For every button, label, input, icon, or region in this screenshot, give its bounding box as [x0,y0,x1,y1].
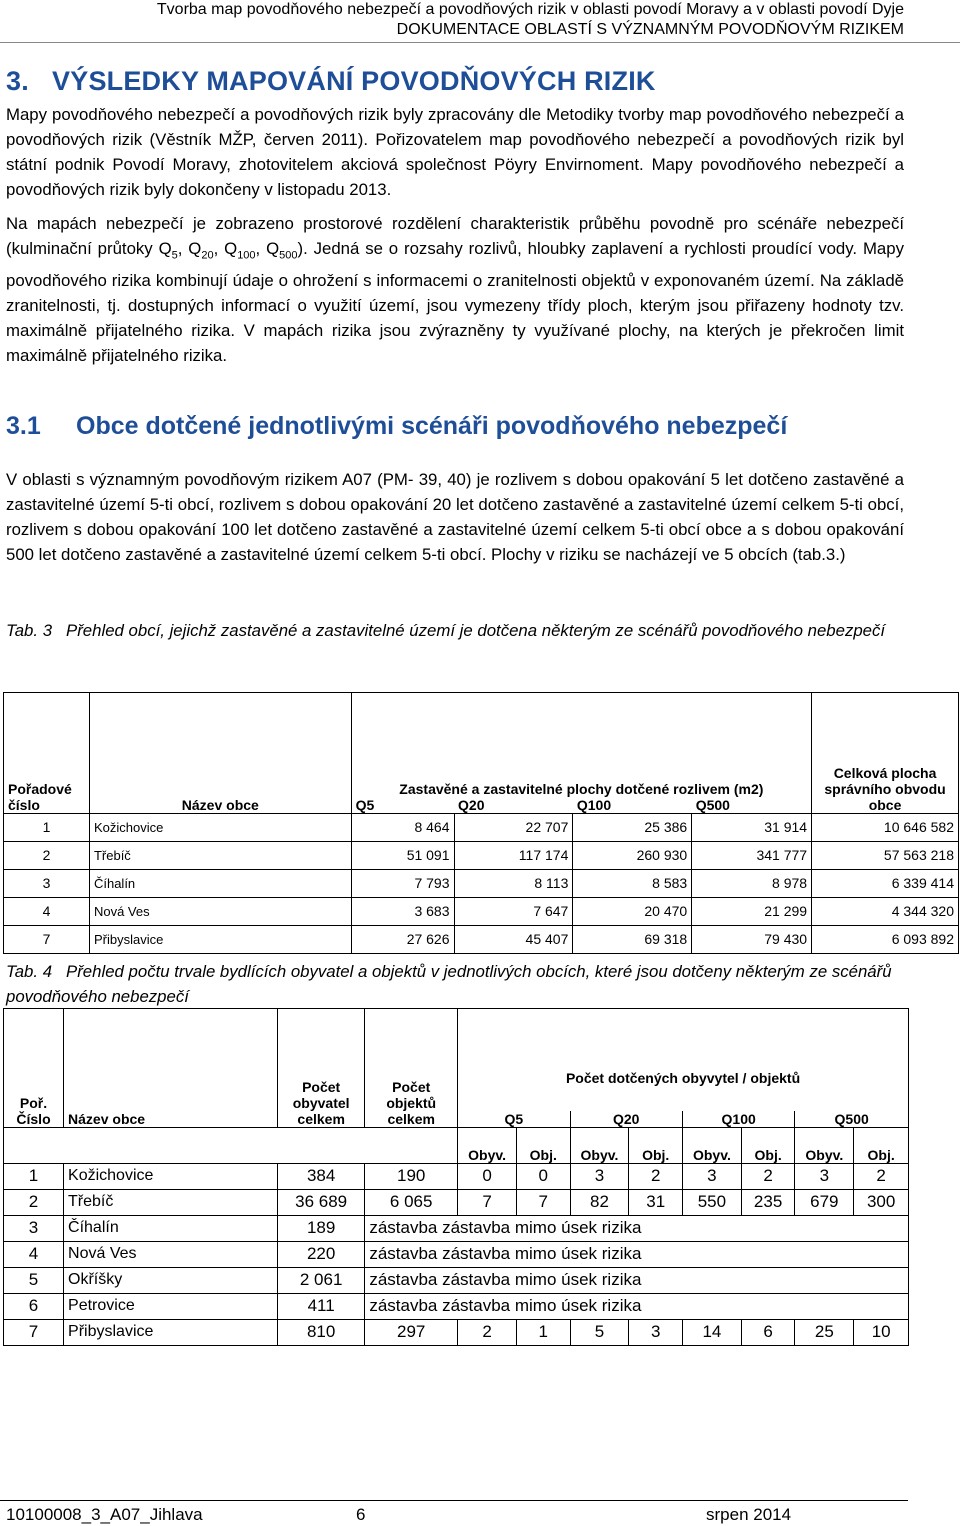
t4-header-objects: Počet objektů celkem [365,1009,458,1128]
t4-cell-note: zástavba zástavba mimo úsek rizika [365,1293,909,1319]
t4-cell-value: 7 [517,1189,570,1215]
t4-cell-value: 0 [517,1163,570,1189]
t3-cell-value: 341 777 [692,841,812,869]
t4-cell-order: 6 [4,1293,64,1319]
t3-cell-value: 6 093 892 [812,925,959,953]
t3-cell-order: 3 [4,869,90,897]
header-document-type: DOKUMENTACE OBLASTÍ S VÝZNAMNÝM POVODŇOVÝM RIZIKEM [396,21,904,38]
t3-cell-value: 7 647 [454,897,573,925]
t4-cell-value: 3 [629,1319,682,1345]
t4-cell-name: Číhalín [64,1215,278,1241]
t4-cell-name: Petrovice [64,1293,278,1319]
t3-header-group: Zastavěné a zastavitelné plochy dotčené rozlivem (m2) [351,693,811,797]
t4-cell-value: 14 [682,1319,741,1345]
t3-cell-name: Přibyslavice [89,925,351,953]
t4-cell-value: 190 [365,1163,458,1189]
t4-cell-note: zástavba zástavba mimo úsek rizika [365,1215,909,1241]
t3-cell-value: 8 464 [351,813,454,841]
table-row [4,1267,909,1293]
table4 [3,1008,909,1346]
t4-cell-population: 220 [277,1241,364,1267]
t4-cell-value: 2 [458,1319,517,1345]
t4-cell-value: 550 [682,1189,741,1215]
t4-cell-value: 810 [277,1319,364,1345]
t4-cell-note: zástavba zástavba mimo úsek rizika [365,1267,909,1293]
t4-cell-note: zástavba zástavba mimo úsek rizika [365,1241,909,1267]
t3-cell-name: Kožichovice [89,813,351,841]
t4-cell-population: 189 [277,1215,364,1241]
t3-cell-value: 10 646 582 [812,813,959,841]
t4-cell-value: 384 [277,1163,364,1189]
t4-cell-order: 4 [4,1241,64,1267]
t3-cell-value: 25 386 [573,813,692,841]
table-row [4,1215,909,1241]
t3-header-q100: Q100 [573,797,692,814]
t3-cell-value: 117 174 [454,841,573,869]
section-paragraph-2: Na mapách nebezpečí je zobrazeno prostorové rozdělení charakteristik průběhu povodně pro scénáře nebezpečí (kulminační průtoky $Q_5$, $Q_{20}$, $Q_{100}$, $Q_{500}$). Jedná se o rozsahy rozlivů, hloubky zaplavení a rychlosti proudící vody. Mapy povodňového rizika kombinují údaje o ohrožení s informacemi o zranitelnosti objektů v exponovaném území. Na základě zranitelnosti, tj. dostupných informací o využití území, jsou vymezeny třídy ploch, kterým jsou přiřazeny hodnoty tzv. maximálně přijatelného rizika. V mapách rizika jsou zvýrazněny ty využívané plochy, na kterých je překročen limit maximálně přijatelného rizika. [6,214,904,366]
table-row [4,1319,909,1345]
t4-cell-order: 3 [4,1215,64,1241]
t3-header-name: Název obce [89,693,351,814]
t3-cell-value: 45 407 [454,925,573,953]
t3-cell-value: 8 978 [692,869,812,897]
t4-cell-name: Nová Ves [64,1241,278,1267]
t3-cell-value: 31 914 [692,813,812,841]
t4-cell-value: 25 [795,1319,854,1345]
t4-cell-name: Přibyslavice [64,1319,278,1345]
table3 [3,692,959,954]
t4-cell-value: 300 [854,1189,909,1215]
t3-header-q5: Q5 [351,797,454,814]
t3-cell-value: 27 626 [351,925,454,953]
t4-cell-value: 6 065 [365,1189,458,1215]
table-row [4,925,959,953]
t3-cell-value: 8 583 [573,869,692,897]
table4-caption: Tab. 4 Přehled počtu trvale bydlících obyvatel a objektů v jednotlivých obcích, které jsou dotčeny některým ze scénářů povodňového nebezpečí [6,962,892,1006]
t4-cell-value: 3 [795,1163,854,1189]
t4-cell-value: 235 [741,1189,794,1215]
t3-cell-order: 1 [4,813,90,841]
table-row [4,897,959,925]
t3-cell-name: Třebíč [89,841,351,869]
t3-header-total: Celková plocha správního obvodu obce [812,693,959,814]
t4-cell-value: 7 [458,1189,517,1215]
t3-header-order: Pořadové číslo [4,693,90,814]
t4-cell-value: 2 [629,1163,682,1189]
t4-header-name: Název obce [64,1009,278,1128]
t3-cell-value: 20 470 [573,897,692,925]
t4-cell-value: 2 [854,1163,909,1189]
footer-page-number: 6 [356,1505,366,1524]
footer-document-id: 10100008_3_A07_Jihlava [6,1505,203,1524]
t3-cell-order: 2 [4,841,90,869]
table-row [4,1189,909,1215]
section-title: 3. VÝSLEDKY MAPOVÁNÍ POVODŇOVÝCH RIZIK [6,66,656,96]
table-row [4,869,959,897]
t4-cell-population: 2 061 [277,1267,364,1293]
t4-header-q5: Q5 [458,1111,570,1128]
t4-cell-value: 0 [458,1163,517,1189]
footer-date: srpen 2014 [706,1505,792,1524]
t4-header-group: Počet dotčených obyvytel / objektů [458,1009,909,1111]
table-row [4,1293,909,1319]
t4-cell-name: Okříšky [64,1267,278,1293]
t4-header-population: Počet obyvatel celkem [277,1009,364,1128]
subsection-number: 3.1 [6,412,41,440]
t3-cell-value: 69 318 [573,925,692,953]
page-header [157,0,904,40]
section-paragraph-1: Mapy povodňového nebezpečí a povodňových rizik byly zpracovány dle Metodiky tvorby map povodňového nebezpečí a povodňových rizik (Věstník MŽP, červen 2011). Pořizovatelem map povodňového nebezpečí a povodňových rizik byl státní podnik Povodí Moravy, zhotovitelem akciová společnost Pöyry Envirnoment. Mapy povodňového nebezpečí a povodňových rizik byly dokončeny v listopadu 2013. [6,105,904,199]
subsection-title: 3.1 Obce dotčené jednotlivými scénáři povodňového nebezpečí [6,412,788,440]
t3-cell-order: 7 [4,925,90,953]
t4-cell-value: 10 [854,1319,909,1345]
t3-cell-name: Číhalín [89,869,351,897]
footer-divider [0,1500,908,1501]
t4-cell-value: 1 [4,1163,64,1189]
t4-cell-value: 3 [682,1163,741,1189]
t4-header-order: Poř. Číslo [4,1009,64,1128]
t4-cell-value: 31 [629,1189,682,1215]
t4-header-q500: Q500 [795,1111,909,1128]
t3-header-q20: Q20 [454,797,573,814]
t4-cell-value: 297 [365,1319,458,1345]
t3-cell-value: 260 930 [573,841,692,869]
table-row [4,841,959,869]
table3-caption: Tab. 3 Přehled obcí, jejichž zastavěné a zastavitelné území je dotčena některým ze scénářů povodňového nebezpečí [6,621,886,640]
t3-cell-value: 4 344 320 [812,897,959,925]
t4-cell-value: 82 [570,1189,629,1215]
t4-cell-value: 1 [517,1319,570,1345]
header-project-title: Tvorba map povodňového nebezpečí a povodňových rizik v oblasti povodí Moravy a v oblasti povodí Dyje [156,1,904,18]
t3-cell-order: 4 [4,897,90,925]
t4-cell-value: 2 [741,1163,794,1189]
t4-cell-value: 7 [4,1319,64,1345]
t4-cell-value: 3 [570,1163,629,1189]
t3-cell-value: 6 339 414 [812,869,959,897]
t4-cell-order: 5 [4,1267,64,1293]
t4-cell-name: Kožichovice [64,1163,278,1189]
t4-cell-population: 411 [277,1293,364,1319]
t3-cell-value: 51 091 [351,841,454,869]
t3-cell-value: 3 683 [351,897,454,925]
t4-cell-value: 6 [741,1319,794,1345]
t3-cell-name: Nová Ves [89,897,351,925]
subsection-paragraph: V oblasti s významným povodňovým rizikem A07 (PM- 39, 40) je rozlivem s dobou opakování 5 let dotčeno zastavěné a zastavitelné území 5-ti obcí, rozlivem s dobou opakování 20 let dotčeno zastavěné a zastavitelné území celkem 5-ti obcí, rozlivem s dobou opakování 100 let dotčeno zastavěné a zastavitelné území celkem 5-ti obcí obce a s dobou opakování 500 let dotčeno zastavěné a zastavitelné území celkem 5-ti obcí. Plochy v riziku se nacházejí ve 5 obcích (tab.3.) [6,470,904,564]
table-row [4,1241,909,1267]
t4-cell-value: 679 [795,1189,854,1215]
t3-cell-value: 8 113 [454,869,573,897]
t3-cell-value: 79 430 [692,925,812,953]
t4-cell-value: 2 [4,1189,64,1215]
t3-cell-value: 21 299 [692,897,812,925]
t3-cell-value: 22 707 [454,813,573,841]
header-divider [0,42,960,43]
t4-cell-value: 36 689 [277,1189,364,1215]
t4-subheader-row: Obyv. Obj. Obyv. Obj. Obyv. Obj. Obyv. Obj. [4,1127,909,1163]
t3-header-q500: Q500 [692,797,812,814]
t4-header-q100: Q100 [682,1111,794,1128]
t4-header-q20: Q20 [570,1111,682,1128]
table-row [4,813,959,841]
t3-cell-value: 7 793 [351,869,454,897]
t3-cell-value: 57 563 218 [812,841,959,869]
t4-cell-value: 5 [570,1319,629,1345]
t4-cell-name: Třebíč [64,1189,278,1215]
table-row [4,1163,909,1189]
